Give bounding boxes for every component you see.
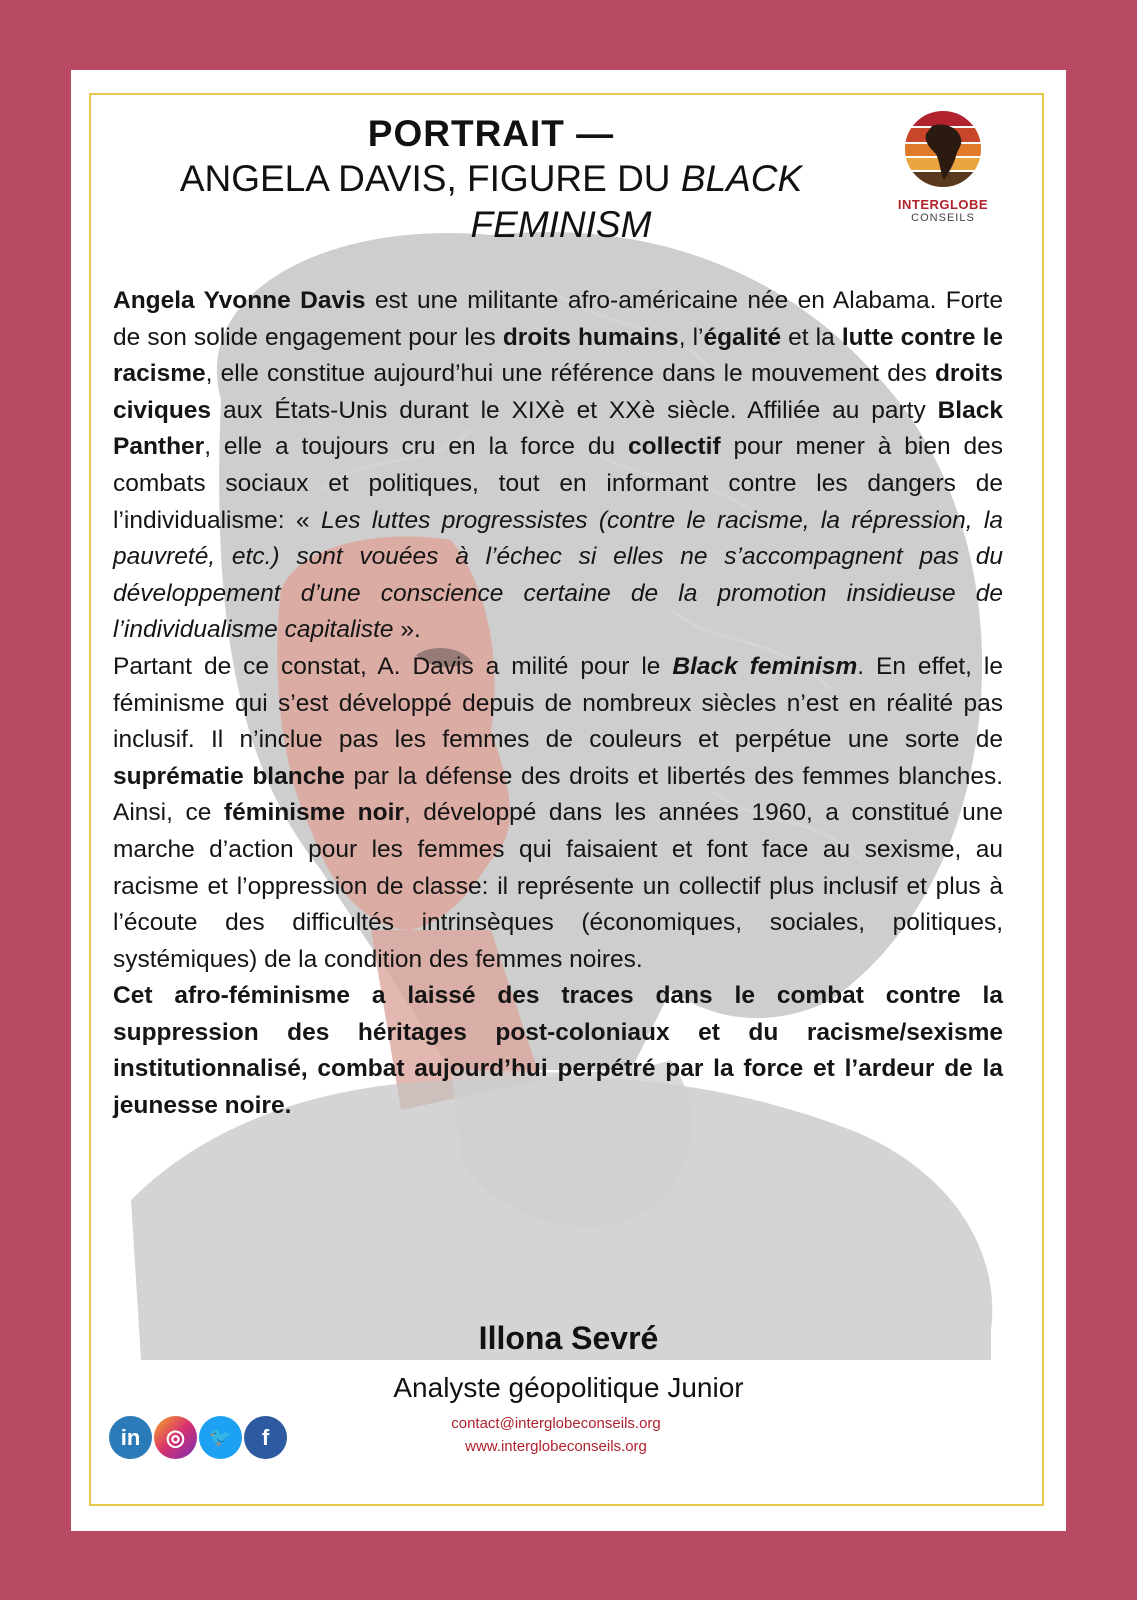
bold-span: Cet afro-féminisme a laissé des traces dans le combat contre la suppression des héritages post-coloniaux et du racisme/sexisme institutionnalisé, combat aujourd’hui perpétré par la force et l’ardeur de la jeunesse noire. bbox=[113, 982, 1003, 1120]
author-role: Analyste géopolitique Junior bbox=[393, 1372, 744, 1403]
paragraph-1 bbox=[113, 283, 1003, 649]
title-line-2 bbox=[96, 156, 886, 202]
globe-africa-icon bbox=[902, 108, 984, 190]
bold-italic-span: Black feminism bbox=[672, 652, 858, 680]
text-span: , elle a toujours cru en la force du bbox=[204, 433, 629, 461]
text-span: , elle constitue aujourd’hui une référence dans le mouvement des bbox=[205, 360, 935, 388]
logo-brand-sub: CONSEILS bbox=[911, 212, 975, 224]
title-line-2-italic: BLACK bbox=[680, 158, 803, 199]
bold-span: lutte contre le racisme bbox=[113, 323, 1004, 388]
paragraph-2 bbox=[113, 649, 1003, 978]
text-span: ». bbox=[393, 616, 421, 644]
author-name: Illona Sevré bbox=[478, 1320, 659, 1356]
bold-span: droits humains bbox=[502, 323, 679, 351]
text-span: pour mener à bien des combats sociaux et politiques, tout en informant contre les dangers de l’individualisme: « bbox=[113, 433, 1003, 534]
text-span: , l’ bbox=[678, 323, 704, 351]
text-span: est une militante afro-américaine née en Alabama. Forte de son solide engagement pour les bbox=[113, 287, 1003, 351]
contact-email[interactable]: contact@interglobeconseils.org bbox=[451, 1415, 661, 1432]
text-span: Partant de ce constat, A. Davis a milité pour le bbox=[113, 652, 673, 680]
text-span: aux États-Unis durant le XIXè et XXè siècle. Affiliée au party bbox=[211, 396, 938, 424]
interglobe-logo bbox=[883, 108, 1003, 228]
title-line-3: FEMINISM bbox=[470, 204, 652, 245]
text-span: . En effet, le féminisme qui s’est développé depuis de nombreux siècles n’est en réalité pas inclusif. Il n’inclue pas les femmes de couleurs et perpétue une sorte de bbox=[113, 652, 1003, 754]
quote-span: Les luttes progressistes (contre le racisme, la répression, la pauvreté, etc.) sont vouées à l’échec si elles ne s’accompagnent pas du développement d’une conscience certaine de la promotion insidieuse de l’individualisme capitaliste bbox=[113, 506, 1004, 644]
twitter-label: 🐦 bbox=[209, 1427, 232, 1447]
text-span: , développé dans les années 1960, a constitué une marche d’action pour les femmes qui faisaient et font face au sexisme, au racisme et l’oppression de classe: il représente un collectif plus inclusif et plus à l’écoute des difficultés intrinsèques (économiques, sociales, politiques, systémiques) de la condition des femmes noires. bbox=[113, 799, 1003, 973]
bold-span: Black Panther bbox=[113, 396, 1003, 461]
linkedin-label: in bbox=[120, 1424, 141, 1450]
bold-span: égalité bbox=[703, 323, 782, 351]
logo-brand-name: INTERGLOBE bbox=[897, 197, 989, 212]
instagram-label: ◎ bbox=[165, 1424, 186, 1450]
page-title bbox=[96, 112, 886, 248]
bold-span: droits civiques bbox=[113, 360, 1003, 424]
text-span: et la bbox=[781, 323, 842, 351]
article-body bbox=[113, 283, 1003, 1125]
bold-span: féminisme noir bbox=[223, 799, 404, 827]
paragraph-3 bbox=[113, 978, 1003, 1124]
title-line-1: PORTRAIT — bbox=[367, 113, 615, 154]
facebook-label: f bbox=[261, 1424, 270, 1450]
contact-website[interactable]: www.interglobeconseils.org bbox=[465, 1438, 647, 1455]
title-line-2-plain: ANGELA DAVIS, FIGURE DU bbox=[179, 158, 681, 199]
bold-span: Angela Yvonne Davis bbox=[113, 287, 366, 314]
bold-span: suprématie blanche bbox=[113, 762, 345, 790]
bold-span: collectif bbox=[628, 433, 721, 461]
text-span: par la défense des droits et libertés des femmes blanches. Ainsi, ce bbox=[113, 762, 1004, 827]
poster-card bbox=[71, 70, 1066, 1531]
